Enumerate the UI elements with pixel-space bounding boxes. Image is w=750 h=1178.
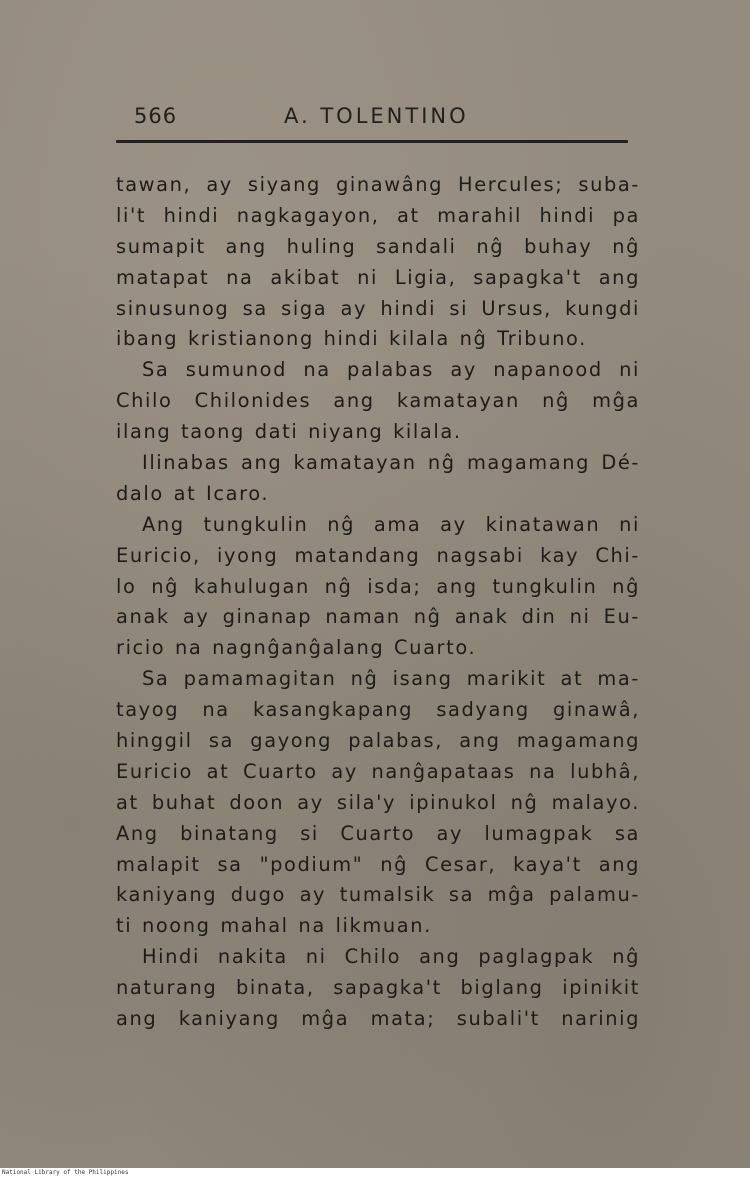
paragraph-start-line: Ang tungkulin nĝ ama ay kinatawan ni	[142, 512, 640, 536]
paragraph-start-line: Sa pamamagitan nĝ isang marikit at ma-	[142, 667, 640, 691]
text-line: dalo at Icaro.	[116, 481, 270, 505]
page-number: 566	[134, 104, 178, 128]
text-line: ibang kristianong hindi kilala nĝ Tribuno.	[116, 327, 587, 351]
text-line: sinusunog sa siga ay hindi si Ursus, kungdi	[116, 296, 640, 320]
text-line: ricio na nagnĝanĝalang Cuarto.	[116, 636, 477, 660]
paragraph-start-line: Sa sumunod na palabas ay napanood ni	[142, 358, 640, 382]
text-line: kaniyang dugo ay tumalsik sa mĝa palamu-	[116, 883, 640, 907]
text-line: matapat na akibat ni Ligia, sapagka't ang	[116, 265, 640, 289]
text-line: ti noong mahal na likmuan.	[116, 914, 432, 938]
library-credit: National Library of the Philippines	[2, 1169, 129, 1176]
page-header	[134, 104, 632, 134]
text-line: hinggil sa gayong palabas, ang magamang	[116, 729, 640, 753]
text-line: malapit sa "podium" nĝ Cesar, kaya't ang	[116, 852, 640, 876]
text-line: li't hindi nagkagayon, at marahil hindi pa	[116, 203, 640, 227]
text-line: Euricio at Cuarto ay nanĝapataas na lubhâ,	[116, 759, 640, 783]
text-line: ilang taong dati niyang kilala.	[116, 420, 462, 444]
scan-footer	[0, 1168, 750, 1178]
text-line: tawan, ay siyang ginawâng Hercules; suba-	[116, 173, 640, 196]
text-line: anak ay ginanap naman nĝ anak din ni Eu-	[116, 605, 640, 629]
header-rule	[116, 140, 628, 143]
text-line: Chilo Chilonides ang kamatayan nĝ mĝa	[116, 389, 640, 413]
text-line: Ang binatang si Cuarto ay lumagpak sa	[116, 821, 640, 845]
paragraph-start-line: Ilinabas ang kamatayan nĝ magamang Dé-	[142, 451, 640, 475]
text-line: tayog na kasangkapang sadyang ginawâ,	[116, 698, 640, 722]
text-line: at buhat doon ay sila'y ipinukol nĝ malayo.	[116, 790, 640, 814]
running-head: A. TOLENTINO	[284, 104, 469, 128]
text-line: ang kaniyang mĝa mata; subali't narinig	[116, 1007, 640, 1031]
body-text	[116, 170, 640, 1035]
text-line: lo nĝ kahulugan nĝ isda; ang tungkulin nĝ	[116, 574, 640, 598]
paragraph-start-line: Hindi nakita ni Chilo ang paglagpak nĝ	[142, 945, 640, 969]
text-line: sumapit ang huling sandali nĝ buhay nĝ	[116, 234, 640, 258]
text-line: Euricio, iyong matandang nagsabi kay Chi-	[116, 543, 640, 567]
text-line: naturang binata, sapagka't biglang ipinikit	[116, 976, 640, 1000]
